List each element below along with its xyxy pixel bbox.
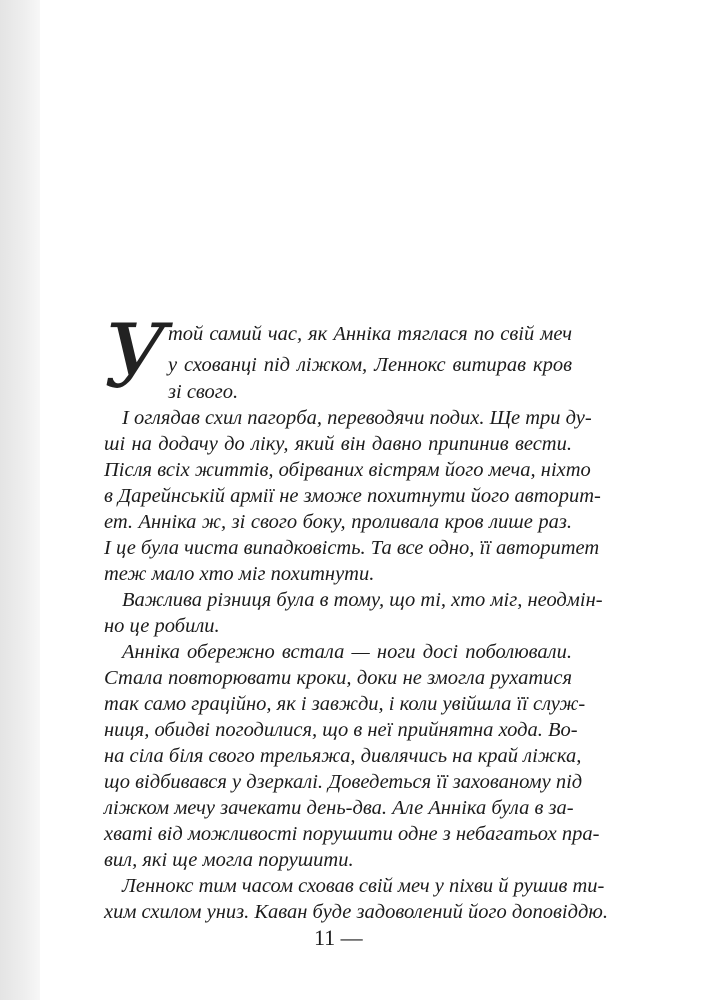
text-line: но це робили. <box>104 615 220 637</box>
text-line: Анніка обережно встала — ноги досі поболювали. <box>122 641 572 663</box>
text-line: в Дарейнській армії не зможе похитнути його авторит- <box>104 485 601 507</box>
text-line: хваті від можливості порушити одне з небагатьох пра- <box>104 823 600 845</box>
text-line: ліжком мечу зачекати день-два. Але Анніка була в за- <box>104 797 574 819</box>
text-line: ниця, обидві погодилися, що в неї прийнятна хода. Во- <box>104 719 578 741</box>
text-line: у схованці під ліжком, Леннокс витирав кров <box>168 354 572 376</box>
text-line: Стала повторювати кроки, доки не змогла рухатися <box>104 667 572 689</box>
text-line: Леннокс тим часом сховав свій меч у піхви й рушив ти- <box>122 875 605 897</box>
text-line: І це була чиста випадковість. Та все одно, її авторитет <box>104 537 600 559</box>
text-line: ші на додачу до ліку, який він давно припинив вести. <box>104 433 572 455</box>
text-line: ет. Анніка ж, зі свого боку, проливала кров лише раз. <box>104 511 572 533</box>
text-line: І оглядав схил пагорба, переводячи подих. Ще три ду- <box>122 407 592 429</box>
text-line: так само граційно, як і завжди, і коли увійшла її служ- <box>104 693 586 715</box>
page-gutter-shadow <box>0 0 40 1000</box>
text-line: Після всіх життів, обірваних вістрям його меча, ніхто <box>104 459 591 481</box>
text-line: теж мало хто міг похитнути. <box>104 563 375 585</box>
text-line: хим схилом униз. Каван буде задоволений його доповіддю. <box>104 901 608 923</box>
text-line: Важлива різниця була в тому, що ті, хто міг, неодмін- <box>122 589 603 611</box>
text-line: вил, які ще могла порушити. <box>104 849 354 871</box>
drop-cap: У <box>104 305 168 408</box>
text-line: зі свого. <box>168 381 239 403</box>
text-line: той самий час, як Анніка тяглася по свій меч <box>168 323 572 345</box>
page-number: 11 — <box>314 925 363 950</box>
text-line: на сіла біля свого трельяжа, дивлячись на край ліжка, <box>104 745 582 767</box>
text-line: що відбивався у дзеркалі. Доведеться її захованому під <box>104 771 583 793</box>
